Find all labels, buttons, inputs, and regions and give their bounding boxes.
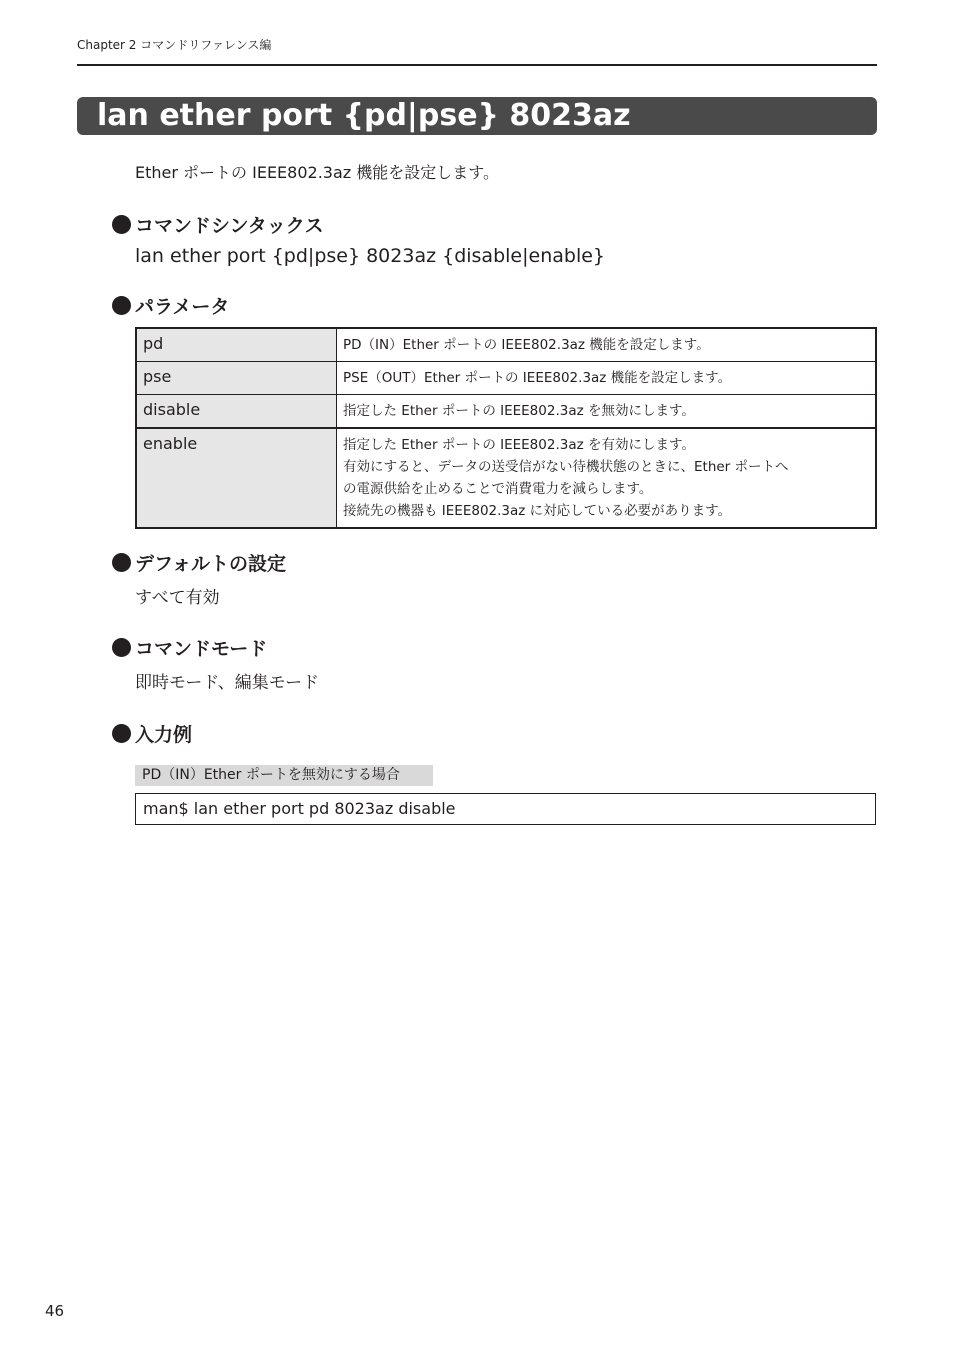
- mode-heading: [112, 634, 267, 661]
- default-heading: [112, 549, 286, 576]
- param-desc: [337, 428, 877, 528]
- desc-line: 指定した Ether ポートの IEEE802.3az を有効にします。: [343, 437, 695, 453]
- example-command-box: man$ lan ether port pd 8023az disable: [135, 793, 876, 825]
- syntax-text: lan ether port {pd|pse} 8023az {disable|enable}: [135, 245, 605, 267]
- table-row: [136, 362, 876, 395]
- desc-line: PD（IN）Ether ポートの IEEE802.3az 機能を設定します。: [343, 337, 710, 353]
- params-heading: [112, 292, 229, 319]
- desc-line: 有効にすると、データの送受信がない待機状態のときに、Ether ポートへ: [343, 459, 789, 475]
- desc-line: 接続先の機器も IEEE802.3az に対応している必要があります。: [343, 503, 732, 519]
- desc-line: 指定した Ether ポートの IEEE802.3az を無効にします。: [343, 403, 695, 419]
- desc-line: PSE（OUT）Ether ポートの IEEE802.3az 機能を設定します。: [343, 370, 732, 386]
- desc-line: の電源供給を止めることで消費電力を減らします。: [343, 481, 653, 497]
- example-heading: [112, 720, 192, 747]
- parameter-table: [135, 327, 877, 529]
- table-row: [136, 428, 876, 528]
- bullet-icon: [112, 724, 131, 743]
- running-header: Chapter 2 コマンドリファレンス編: [77, 38, 272, 52]
- bullet-icon: [112, 553, 131, 572]
- page-title: lan ether port {pd|pse} 8023az: [97, 98, 631, 133]
- default-heading-label: デフォルトの設定: [135, 553, 287, 575]
- param-name: pse: [136, 362, 337, 395]
- intro-text: Ether ポートの IEEE802.3az 機能を設定します。: [135, 163, 499, 182]
- param-desc: [337, 328, 877, 362]
- mode-heading-label: コマンドモード: [135, 638, 268, 660]
- bullet-icon: [112, 638, 131, 657]
- example-heading-label: 入力例: [135, 724, 193, 746]
- table-row: [136, 328, 876, 362]
- param-name: enable: [136, 428, 337, 528]
- param-name: pd: [136, 328, 337, 362]
- syntax-heading-label: コマンドシンタックス: [135, 215, 324, 237]
- table-row: [136, 395, 876, 429]
- param-desc: [337, 395, 877, 429]
- example-label: PD（IN）Ether ポートを無効にする場合: [135, 765, 433, 786]
- bullet-icon: [112, 215, 131, 234]
- page-number: 46: [45, 1302, 65, 1320]
- params-heading-label: パラメータ: [135, 296, 230, 318]
- mode-text: 即時モード、編集モード: [135, 673, 320, 693]
- default-text: すべて有効: [135, 588, 220, 608]
- title-bar: [77, 97, 877, 135]
- header-rule: [77, 64, 877, 66]
- bullet-icon: [112, 296, 131, 315]
- param-desc: [337, 362, 877, 395]
- syntax-heading: [112, 211, 324, 238]
- param-name: disable: [136, 395, 337, 429]
